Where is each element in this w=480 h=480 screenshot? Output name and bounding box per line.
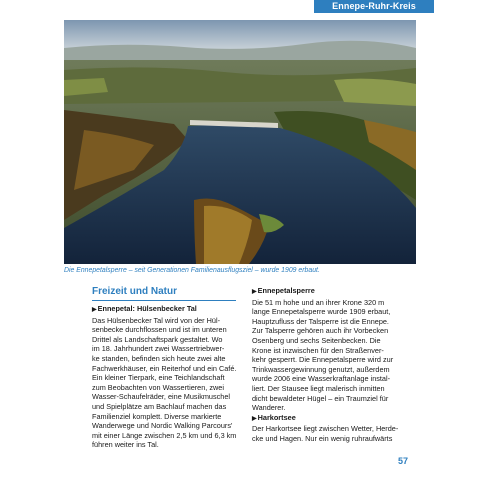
body-line: Osenberg und sechs Seitenbecken. Die [252, 335, 381, 345]
body-line: Zur Talsperre gehören auch ihr Vorbecken [252, 326, 389, 336]
body-line: Krone ist inzwischen für den Straßenver- [252, 345, 384, 355]
body-line: Der Harkortsee liegt zwischen Wetter, Herde- [252, 424, 399, 434]
body-line: Trinkwassergewinnung genutzt, außerdem [252, 364, 390, 374]
body-line: Drittel als Landschaftspark gestaltet. Wo [92, 334, 223, 344]
body-line: liert. Der Stausee liegt malerisch inmitten [252, 383, 385, 393]
subheading-ennepetalsperre: ▶Ennepetalsperre [252, 286, 315, 295]
body-line: im 18. Jahrhundert zwei Wassertriebwer- [92, 344, 225, 354]
body-line: und Spielplätze am Bachlauf machen das [92, 401, 227, 411]
region-tab: Ennepe-Ruhr-Kreis [314, 0, 434, 13]
body-line: lange Ennepetalsperre wurde 1909 erbaut, [252, 307, 391, 317]
body-line: Fachwerkhäuser, ein Reiterhof und ein Café. [92, 363, 237, 373]
body-line: Die 51 m hohe und an ihrer Krone 320 m [252, 297, 385, 307]
body-line: zum Beobachten von Wassertieren, zwei [92, 382, 224, 392]
photo-caption: Die Ennepetalsperre – seit Generationen Familienausflugsziel – wurde 1909 erbaut. [64, 267, 320, 274]
body-line: wurde 2006 eine Wasserkraftanlage instal- [252, 374, 391, 384]
body-line: cke und Hagen. Nur ein wenig ruhraufwärts [252, 433, 393, 443]
section-heading: Freizeit und Natur [92, 286, 178, 297]
body-line: mit einer Länge zwischen 2,5 km und 6,3 km [92, 430, 237, 440]
body-line: dicht bewaldeter Hügel – ein Traumziel für [252, 393, 389, 403]
body-line: Das Hülsenbecker Tal wird von der Hül- [92, 315, 221, 325]
body-line: senbecke durchflossen und ist im unteren [92, 325, 227, 335]
reservoir-photo [64, 20, 416, 264]
subheading-harkortsee: ▶Harkortsee [252, 412, 296, 422]
subheading-huelsenbecker-tal: ▶Ennepetal: Hülsenbecker Tal [92, 304, 197, 313]
body-line: führen weiter ins Tal. [92, 440, 159, 450]
body-line: ke standen, befinden sich heute zwei alte [92, 353, 226, 363]
body-line: Wasser-Schaufelräder, eine Musikmuschel [92, 392, 231, 402]
page-number: 57 [397, 456, 408, 466]
triangle-right-icon: ▶ [252, 289, 257, 295]
body-line: Ein kleiner Tierpark, eine Teichlandschaft [92, 373, 225, 383]
right-column [252, 286, 422, 444]
triangle-right-icon: ▶ [252, 415, 257, 422]
body-line: Wanderwege und Nordic Walking Parcours' [92, 421, 233, 431]
body-line: Wanderer. [252, 403, 286, 413]
body-line: Hauptzufluss der Talsperre ist die Ennepe. [252, 316, 389, 326]
left-column [92, 304, 242, 450]
heading-underline [92, 300, 236, 301]
body-line: Familienziel komplett. Diverse markierte [92, 411, 222, 421]
body-line: kehr gesperrt. Die Ennepetalsperre wird zur [252, 355, 394, 365]
triangle-right-icon: ▶ [92, 307, 97, 313]
